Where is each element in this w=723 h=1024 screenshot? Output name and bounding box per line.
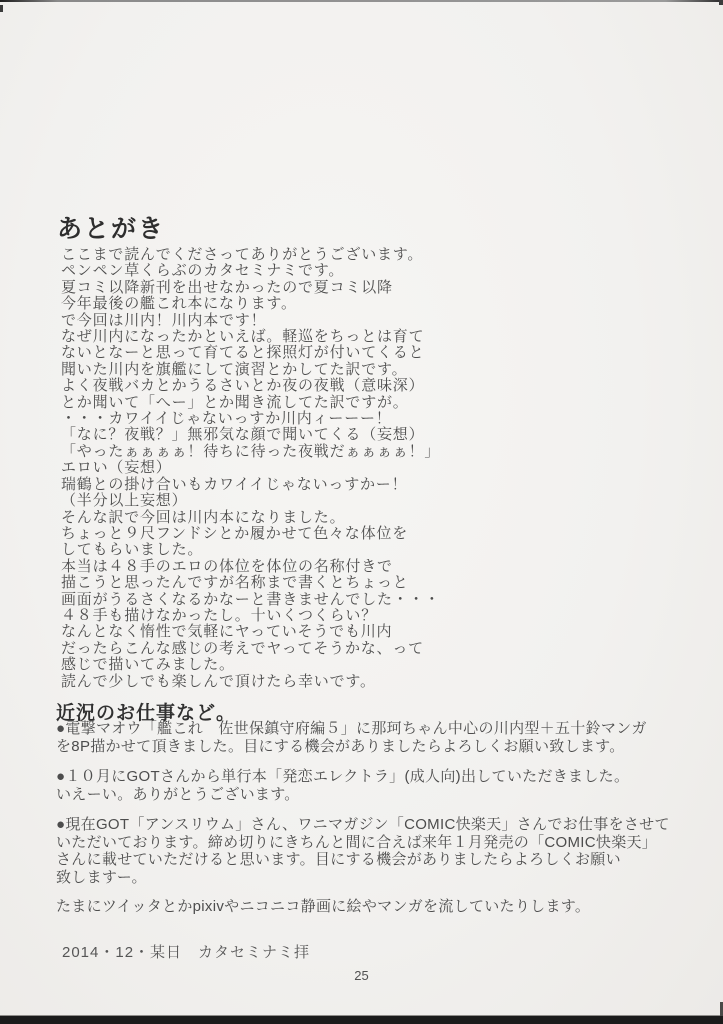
afterword-line: 「なに？夜戦？」無邪気な顔で聞いてくる（妄想） [61, 426, 425, 444]
news-item-dengeki-maoh [56, 720, 647, 755]
afterword-line: ペンペン草くらぶのカタセミナミです。 [61, 262, 345, 280]
afterword-line: 描こうと思ったんですが名称まで書くとちょっと [61, 574, 409, 592]
afterword-line: 今年最後の艦これ本になります。 [61, 295, 297, 313]
news-line: いただいております。締め切りにきちんと間に合えば来年１月発売の「COMIC快楽天」 [56, 833, 658, 851]
news-line: ●電撃マオウ「艦これ 佐世保鎮守府編５」に那珂ちゃん中心の川内型＋五十鈴マンガ [56, 720, 647, 737]
afterword-line: 夏コミ以降新刊を出せなかったので夏コミ以降 [61, 278, 393, 296]
afterword-line: ここまで読んでくださってありがとうございます。 [61, 246, 424, 263]
news-line: ●１０月にGOTさんから単行本「発恋エレクトラ」(成人向)出していただきました。 [56, 768, 630, 785]
afterword-line: ・・・カワイイじゃないっすか川内ィーーー！ [61, 410, 392, 428]
afterword-line: ちょっと９尺フンドシとか履かせて色々な体位を [61, 524, 409, 542]
news-line: を8P描かせて頂きました。目にする機会がありましたらよろしくお願い致します。 [56, 737, 625, 755]
page-title: あとがき [57, 215, 166, 243]
afterword-line: 聞いた川内を旗艦にして演習とかしてた訳です。 [61, 360, 408, 378]
afterword-line: ４８手も描けなかったし。十いくつくらい？ [61, 606, 378, 624]
scan-edge-top [0, 0, 723, 2]
afterword-line: とか聞いて「へー」とか聞き流してた訳ですが。 [61, 393, 409, 411]
scan-edge-bottom [0, 1015, 723, 1024]
news-section-title: 近況のお仕事など。 [56, 703, 237, 724]
afterword-line: で今回は川内！川内本です！ [61, 311, 267, 329]
afterword-line: 画面がうるさくなるかなーと書きませんでした・・・ [61, 590, 441, 608]
afterword-line: ないとなーと思って育てると探照灯が付いてくると [61, 344, 425, 362]
news-line: ●現在GOT「アンスリウム」さん、ワニマガジン「COMIC快楽天」さんでお仕事をさせて [56, 816, 670, 833]
afterword-line: 瑞鶴との掛け合いもカワイイじゃないっすかー！ [61, 475, 408, 493]
scan-artifact-top-right [719, 0, 723, 5]
scan-artifact-top-left [0, 5, 3, 12]
afterword-line: だったらこんな感じの考えでヤってそうかな、って [61, 639, 424, 657]
afterword-line: 読んで少しでも楽しんで頂けたら幸いです。 [61, 672, 376, 690]
afterword-line: そんな訳で今回は川内本になりました。 [61, 508, 346, 526]
news-line: さんに載せていただけると思います。目にする機会がありましたらよろしくお願い [56, 851, 621, 869]
afterword-text [61, 247, 440, 690]
afterword-line: してもらいました。 [61, 541, 204, 559]
news-line: たまにツイッタとかpixivやニコニコ静画に絵やマンガを流していたりします。 [56, 898, 591, 915]
signature-date-line: 2014・12・某日 カタセミナミ拝 [62, 944, 311, 961]
afterword-line: 「やったぁぁぁぁ！待ちに待った夜戦だぁぁぁぁ！」 [61, 442, 441, 460]
afterword-line: 本当は４８手のエロの体位を体位の名称付きで [61, 557, 393, 575]
afterword-line: なぜ川内になったかといえば。軽巡をちっとは育て [61, 328, 425, 346]
news-item-got-tankobon [56, 768, 629, 803]
afterword-line: （半分以上妄想） [61, 492, 188, 510]
news-line: いえーい。ありがとうございます。 [56, 785, 300, 803]
news-item-social-media [56, 898, 590, 916]
afterword-line: なんとなく惰性で気軽にヤっていそうでも川内 [61, 623, 393, 641]
afterword-line: よく夜戦バカとかうるさいとか夜の夜戦（意味深） [61, 377, 425, 395]
afterword-line: 感じで描いてみました。 [61, 656, 235, 674]
news-item-current-work [56, 816, 670, 886]
page-number: 25 [354, 968, 369, 983]
afterword-line: エロい（妄想） [61, 459, 172, 477]
news-line: 致しますー。 [56, 868, 147, 886]
